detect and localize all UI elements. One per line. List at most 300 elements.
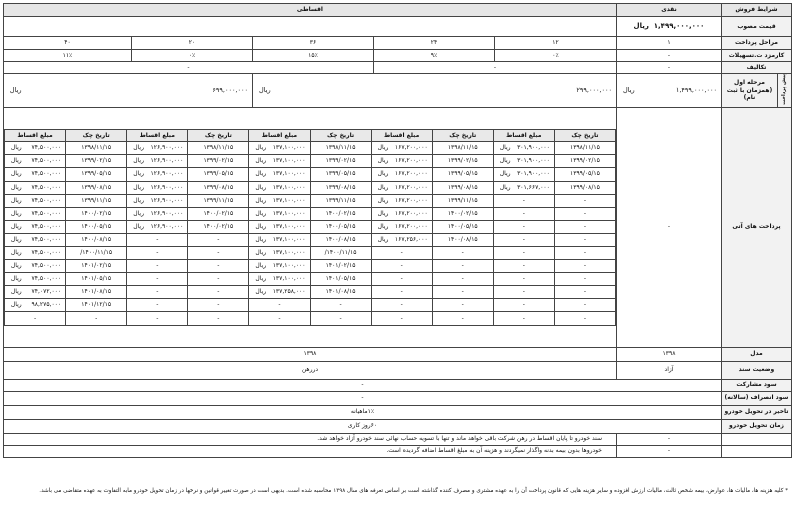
notes-blank-a [721,433,791,445]
cheque-date-cell: ۱۳۹۹/۰۸/۱۵ [188,181,249,194]
installment-amount-cell [4,286,65,299]
installment-amount-cell [249,207,310,220]
installment-amount: ۷۴,۵۰۰,۰۰۰ [31,196,62,204]
plan-24-fee: ۹٪ [373,50,494,62]
installment-currency: ریال [377,196,389,204]
installment-amount-cell: - [493,247,554,260]
installment-amount-cell: - [127,286,188,299]
installment-currency: ریال [377,222,389,230]
cheque-date-heading: تاریخ چک [310,130,371,142]
installment-amount-cell: - [4,312,65,325]
installment-amount: ۱۳۷,۲۵۸,۰۰۰ [272,288,306,296]
installment-currency: ریال [255,235,267,243]
cheque-date-cell: ۱۳۹۹/۰۲/۱۵ [554,155,615,168]
installment-amount-cell [249,155,310,168]
schedule-row [4,312,615,325]
cheque-date-cell: - [432,299,493,312]
installment-currency: ریال [133,144,144,152]
payment-stages-cash: ۱ [616,37,721,50]
cheque-date-cell: - [310,299,371,312]
installment-amount-cell [371,207,432,220]
installment-amount: ۱۳۷,۱۰۰,۰۰۰ [272,249,306,257]
installment-currency: ریال [133,209,144,217]
model-installment: ۱۳۹۸ [3,347,616,361]
installment-currency: ریال [255,262,267,270]
installment-amount-cell [249,142,310,155]
installment-amount-cell [4,260,65,273]
cheque-date-cell: ۱۴۰۱/۱۲/۱۵ [66,299,127,312]
installment-amount-cell [4,168,65,181]
cheque-date-cell: - [554,233,615,246]
cheque-date-cell: ۱۳۹۸/۱۱/۱۵ [310,142,371,155]
approved-price-currency: ریال [633,22,649,30]
schedule-row [4,142,615,155]
cheque-date-cell: - [554,260,615,273]
approved-price-label: قیمت مصوب [721,17,791,37]
cheque-date-cell: ۱۳۹۹/۱۱/۱۵ [310,194,371,207]
installment-currency: ریال [255,222,267,230]
installment-amount: ۷۴,۵۰۰,۰۰۰ [31,275,62,283]
cheque-date-cell: ۱۴۰۰/۱۱/۱۵/ [66,247,127,260]
plan-12-stages: ۱۲ [494,37,616,50]
installment-amount-cell: - [127,273,188,286]
cheque-date-cell: - [432,260,493,273]
cheque-date-cell: ۱۳۹۹/۰۸/۱۵ [310,181,371,194]
installment-currency: ریال [133,183,144,191]
first-stage-right-currency: ریال [9,86,22,95]
installment-amount: ۱۲۶,۹۰۰,۰۰۰ [150,222,184,230]
first-stage-plans-a [252,74,616,108]
schedule-row [4,273,615,286]
installment-amount-cell: - [127,312,188,325]
first-stage-mid-currency: ریال [258,86,271,95]
installment-amount-cell [493,181,554,194]
installment-amount-cell [127,181,188,194]
installment-currency: ریال [10,222,22,230]
cheque-date-cell: ۱۳۹۹/۰۵/۱۵ [66,168,127,181]
approved-price-installment [3,17,616,37]
installment-amount: ۱۳۷,۱۰۰,۰۰۰ [272,275,306,283]
cheque-date-cell: - [554,247,615,260]
delivery-delay-value: ۱٪ماهیانه [3,405,721,419]
withdrawal-profit-value: - [3,391,721,405]
installment-amount: ۱۶۷,۲۰۰,۰۰۰ [394,209,428,217]
installment-amount: ۷۴,۵۰۰,۰۰۰ [31,222,62,230]
installment-amount-cell [127,194,188,207]
schedule-row [4,299,615,312]
installment-currency: ریال [255,209,267,217]
installment-currency: ریال [10,209,22,217]
installment-amount: ۱۳۷,۱۰۰,۰۰۰ [272,209,306,217]
installment-amount-cell [127,155,188,168]
installment-amount-cell [249,273,310,286]
cheque-date-cell: - [188,247,249,260]
schedule-row [4,207,615,220]
approved-price-amount: ۱,۴۹۹,۰۰۰,۰۰۰ [653,22,705,30]
document-status-installment: دررهن [3,361,616,379]
installment-amount: ۱۶۷,۲۰۰,۰۰۰ [394,183,428,191]
cheque-date-cell: ۱۳۹۹/۰۸/۱۵ [554,181,615,194]
plan-12-fee: ۰٪ [494,50,616,62]
facility-fee-cash: - [616,50,721,62]
installment-amount-cell: - [493,207,554,220]
cheque-date-cell: ۱۴۰۰/۱۱/۱۵/ [310,247,371,260]
cheque-date-cell: - [432,273,493,286]
installment-amount: ۷۴,۵۰۰,۰۰۰ [31,183,62,191]
installment-amount-cell [4,155,65,168]
schedule-row [4,194,615,207]
footer-note: * کلیه هزینه ها، مالیات ها، عوارض، بیمه شخص ثالث، مالیات ارزش افزوده و سایر هزینه هایی که قانون پرداخت آن را به عهده مشتری و مصرف کننده گذاشته است بر اساس تعرفه های سال ۱۳۹۸ محاسبه شده است. بدیهی است در صورت تغییر قوانین و نرخها در زمان تحویل خودرو مابه التفاوت به عهده متقاضی می باشد. [39,488,788,494]
plan-20-fee: ۰٪ [131,50,252,62]
mortgage-note: سند خودرو تا پایان اقساط در رهن شرکت باقی خواهد ماند و تنها با تسویه حساب نهائی سند خودرو آزاد خواهد شد. [3,433,616,445]
installment-currency: ریال [10,157,22,165]
cheque-date-cell: ۱۳۹۸/۱۱/۱۵ [188,142,249,155]
cheque-date-cell: ۱۳۹۹/۰۸/۱۵ [66,181,127,194]
delivery-time-value: ۶۰روز کاری [3,419,721,433]
cheque-date-cell: ۱۳۹۹/۰۲/۱۵ [188,155,249,168]
installment-amount: ۱۲۶,۹۰۰,۰۰۰ [150,183,184,191]
sales-terms-heading: شرایط فروش [721,4,791,17]
cheque-date-cell: ۱۳۹۹/۰۸/۱۵ [432,181,493,194]
sales-terms-table [3,3,792,458]
installment-currency: ریال [499,170,511,178]
cheque-date-cell: - [554,273,615,286]
installment-amount-cell [371,181,432,194]
installment-amount: ۷۴,۵۰۰,۰۰۰ [31,262,62,270]
installment-amount-cell: - [127,233,188,246]
installment-amount: ۱۲۶,۹۰۰,۰۰۰ [150,209,184,217]
installment-amount-heading: مبلغ اقساط [493,130,554,142]
installment-amount: ۱۳۷,۱۰۰,۰۰۰ [272,170,306,178]
installment-amount-cell: - [493,299,554,312]
cheque-date-cell: ۱۳۹۹/۱۱/۱۵ [188,194,249,207]
first-stage-plans-b [3,74,252,108]
installment-amount-cell: - [493,312,554,325]
installment-amount-cell: - [127,260,188,273]
model-cash: ۱۳۹۸ [616,347,721,361]
cheque-date-cell: - [188,299,249,312]
installment-amount-cell [371,142,432,155]
approved-price-value [616,17,721,37]
cheque-date-cell: - [66,312,127,325]
cheque-date-cell: ۱۳۹۹/۱۱/۱۵ [66,194,127,207]
schedule-row [4,233,615,246]
installment-amount: ۹۸,۲۷۵,۰۰۰ [31,301,62,309]
installment-currency: ریال [377,157,389,165]
notes-blank-b [721,445,791,457]
schedule-row [4,286,615,299]
installment-amount: ۱۳۷,۱۰۰,۰۰۰ [272,183,306,191]
installment-amount: ۷۴,۵۰۰,۰۰۰ [31,170,62,178]
plan-40-stages: ۴۰ [3,37,131,50]
installment-amount-cell [249,194,310,207]
installment-amount: ۱۳۷,۱۰۰,۰۰۰ [272,262,306,270]
first-stage-cash-currency: ریال [622,86,635,95]
installment-amount: ۷۴,۵۰۰,۰۰۰ [31,144,62,152]
installment-amount-cell: - [371,286,432,299]
schedule-row [4,247,615,260]
cheque-date-cell: ۱۳۹۹/۰۵/۱۵ [554,168,615,181]
cheque-date-cell: - [188,233,249,246]
cheque-date-cell: ۱۴۰۰/۰۲/۱۵ [310,207,371,220]
installment-amount-cell: - [371,247,432,260]
installment-amount-cell [249,233,310,246]
delivery-time-label: زمان تحویل خودرو [721,419,791,433]
installment-currency: ریال [10,196,22,204]
installment-currency: ریال [255,144,267,152]
plan-36-stages: ۳۶ [252,37,373,50]
installment-amount-cell [249,220,310,233]
installment-amount-cell: - [493,233,554,246]
cheque-date-cell: ۱۴۰۰/۰۵/۱۵ [310,220,371,233]
cheque-date-cell: ۱۴۰۰/۰۵/۱۵ [66,220,127,233]
plan-40-fee: ۱۱٪ [3,50,131,62]
cheque-date-cell: ۱۳۹۹/۰۵/۱۵ [310,168,371,181]
cheque-date-cell: - [554,194,615,207]
installment-amount-cell [249,247,310,260]
plan-36-fee: ۱۵٪ [252,50,373,62]
first-stage-cash-amount: ۱,۴۹۹,۰۰۰,۰۰۰ [675,86,717,95]
obligations-cash: - [616,62,721,74]
installment-schedule-grid [4,129,616,325]
payment-stages-label: مراحل پرداخت [721,37,791,50]
installment-amount-cell [493,155,554,168]
installment-currency: ریال [255,157,267,165]
schedule-row [4,155,615,168]
cheque-date-cell: ۱۴۰۰/۰۸/۱۵ [66,233,127,246]
installment-amount: ۱۳۷,۱۰۰,۰۰۰ [272,157,306,165]
first-stage-mid-amount: ۲۹۹,۰۰۰,۰۰۰ [576,86,612,95]
delivery-delay-label: تاخیر در تحویل خودرو [721,405,791,419]
first-stage-cash [616,74,721,108]
installment-currency: ریال [133,196,144,204]
installment-amount: ۷۴,۵۰۰,۰۰۰ [31,235,62,243]
installment-currency: ریال [255,183,267,191]
installment-currency: ریال [10,275,22,283]
installment-amount: ۱۲۶,۹۰۰,۰۰۰ [150,144,184,152]
cheque-date-heading: تاریخ چک [66,130,127,142]
installment-amount: ۳۰۱,۹۰۰,۰۰۰ [517,170,550,178]
cheque-date-cell: - [432,247,493,260]
installment-currency: ریال [499,183,511,191]
installment-currency: ریال [499,157,511,165]
installment-amount-cell [4,220,65,233]
installment-amount: ۱۳۷,۱۰۰,۰۰۰ [272,196,306,204]
cheque-date-cell: ۱۳۹۹/۰۵/۱۵ [188,168,249,181]
installment-currency: ریال [377,170,389,178]
cheque-date-cell: ۱۳۹۸/۱۱/۱۵ [554,142,615,155]
cheque-date-cell: ۱۳۹۹/۰۲/۱۵ [66,155,127,168]
schedule-row [4,260,615,273]
installment-amount-cell [4,273,65,286]
document-status-cash: آزاد [616,361,721,379]
installment-currency: ریال [133,170,144,178]
installment-currency: ریال [10,301,22,309]
installment-amount-cell [249,260,310,273]
installment-amount: ۳۰۱,۹۰۰,۰۰۰ [517,144,550,152]
first-stage-label: مرحله اول (همزمان با ثبت نام) [721,74,777,108]
cheque-date-cell: - [554,312,615,325]
installment-amount: ۳۰۱,۹۰۰,۰۰۰ [517,157,550,165]
installment-amount-cell [371,194,432,207]
sales-terms-sheet [4,3,792,458]
installment-amount-cell: - [371,273,432,286]
installment-amount-cell [4,207,65,220]
obligations-value-a: - [373,62,616,74]
schedule-row [4,168,615,181]
installment-currency: ریال [133,157,144,165]
installment-amount-cell: - [249,299,310,312]
cheque-date-cell: - [188,273,249,286]
installment-amount: ۳۰۱,۶۶۷,۰۰۰ [517,183,550,191]
notes-dash-a: - [616,433,721,445]
cash-heading: نقدی [616,4,721,17]
installment-amount-cell [4,181,65,194]
installment-amount-cell: - [249,312,310,325]
cheque-date-cell: - [554,220,615,233]
cheque-date-cell: - [554,286,615,299]
installment-schedule [3,107,616,347]
installment-amount: ۱۲۶,۹۰۰,۰۰۰ [150,170,184,178]
installment-currency: ریال [377,235,389,243]
cheque-date-cell: ۱۳۹۹/۰۲/۱۵ [310,155,371,168]
schedule-header-row [4,130,615,142]
installment-amount-cell [4,299,65,312]
installment-currency: ریال [499,144,511,152]
installment-currency: ریال [133,222,144,230]
installment-amount: ۱۳۷,۱۰۰,۰۰۰ [272,144,306,152]
cheque-date-cell: ۱۴۰۱/۰۵/۱۵ [66,273,127,286]
cheque-date-cell: - [188,286,249,299]
installment-amount-cell [493,142,554,155]
notes-dash-b: - [616,445,721,457]
installment-amount: ۷۴,۰۷۲,۰۰۰ [31,288,62,296]
future-payments-cash: - [616,107,721,347]
installment-currency: ریال [377,183,389,191]
installment-currency: ریال [10,170,22,178]
installment-heading: اقساطی [3,4,616,17]
cheque-date-cell: ۱۴۰۰/۰۲/۱۵ [188,207,249,220]
installment-amount-heading: مبلغ اقساط [371,130,432,142]
installment-amount-cell [371,220,432,233]
installment-currency: ریال [10,183,22,191]
cheque-date-cell: ۱۴۰۱/۰۵/۱۵ [310,273,371,286]
installment-amount: ۷۴,۵۰۰,۰۰۰ [31,249,62,257]
installment-amount-cell [371,168,432,181]
installment-currency: ریال [10,288,22,296]
cheque-date-cell: ۱۴۰۰/۰۵/۱۵ [432,220,493,233]
installment-amount-cell: - [371,299,432,312]
first-stage-right-amount: ۶۹۹,۰۰۰,۰۰۰ [212,86,248,95]
installment-amount-cell [4,247,65,260]
installment-amount-cell [249,181,310,194]
withdrawal-profit-label: سود انصراف (سالانه) [721,391,791,405]
cheque-date-cell: ۱۳۹۹/۰۵/۱۵ [432,168,493,181]
cheque-date-cell: ۱۴۰۱/۰۸/۱۵ [310,286,371,299]
installment-currency: ریال [255,196,267,204]
partnership-profit-value: - [3,379,721,391]
cheque-date-cell: - [554,299,615,312]
installment-amount: ۱۶۷,۲۰۰,۰۰۰ [394,222,428,230]
installment-amount-cell: - [371,260,432,273]
future-payments-label: پرداخت های آتی [721,107,791,347]
obligations-value-b: - [3,62,373,74]
installment-amount-cell [371,155,432,168]
installment-amount: ۱۲۶,۹۰۰,۰۰۰ [150,196,184,204]
installment-amount-cell: - [493,273,554,286]
installment-amount: ۱۶۷,۲۵۶,۰۰۰ [394,235,428,243]
plan-24-stages: ۲۴ [373,37,494,50]
cheque-date-cell: ۱۳۹۸/۱۱/۱۵ [432,142,493,155]
installment-amount: ۱۶۷,۲۰۰,۰۰۰ [394,170,428,178]
installment-amount: ۱۳۷,۱۰۰,۰۰۰ [272,235,306,243]
installment-amount: ۱۶۷,۲۰۰,۰۰۰ [394,157,428,165]
cheque-date-heading: تاریخ چک [554,130,615,142]
installment-amount-cell [4,233,65,246]
installment-amount-cell: - [493,260,554,273]
plan-20-stages: ۲۰ [131,37,252,50]
installment-currency: ریال [10,235,22,243]
installment-currency: ریال [10,262,22,270]
installment-currency: ریال [377,209,389,217]
installment-amount: ۱۲۶,۹۰۰,۰۰۰ [150,157,184,165]
cheque-date-cell: ۱۴۰۰/۰۲/۱۵ [432,207,493,220]
obligations-label: تکالیف [721,62,791,74]
cheque-date-cell: ۱۳۹۹/۰۲/۱۵ [432,155,493,168]
installment-amount-cell [127,142,188,155]
prepayment-side-label: پیش پرداخت [778,74,792,108]
installment-amount-cell [249,286,310,299]
model-label: مدل [721,347,791,361]
installment-currency: ریال [377,144,389,152]
installment-currency: ریال [255,170,267,178]
cheque-date-cell: ۱۴۰۰/۰۲/۱۵ [188,220,249,233]
cheque-date-cell: ۱۴۰۱/۰۲/۱۵ [310,260,371,273]
cheque-date-cell: - [310,312,371,325]
cheque-date-cell: ۱۴۰۰/۰۸/۱۵ [432,233,493,246]
installment-currency: ریال [255,288,267,296]
facility-fee-label: کارمزد ت.تسهیلات [721,50,791,62]
cheque-date-cell: ۱۴۰۰/۰۲/۱۵ [66,207,127,220]
installment-currency: ریال [10,144,22,152]
installment-amount-cell [371,233,432,246]
installment-amount-cell: - [127,247,188,260]
cheque-date-cell: ۱۳۹۹/۱۱/۱۵ [432,194,493,207]
installment-amount-cell [4,194,65,207]
cheque-date-heading: تاریخ چک [188,130,249,142]
cheque-date-cell: - [188,260,249,273]
installment-amount-cell: - [371,312,432,325]
schedule-row [4,220,615,233]
cheque-date-cell: ۱۳۹۸/۱۱/۱۵ [66,142,127,155]
installment-amount: ۷۴,۵۰۰,۰۰۰ [31,157,62,165]
insurance-note: خودروها بدون بیمه بدنه واگذار نمیگردند و هزینه آن به مبلغ اقساط اضافه گردیده است. [3,445,616,457]
partnership-profit-label: سود مشارکت [721,379,791,391]
installment-amount-cell [127,168,188,181]
installment-amount: ۱۶۷,۲۰۰,۰۰۰ [394,144,428,152]
installment-amount-cell [4,142,65,155]
cheque-date-cell: - [432,286,493,299]
installment-amount-cell: - [493,286,554,299]
installment-currency: ریال [10,249,22,257]
cheque-date-cell: ۱۴۰۰/۰۸/۱۵ [310,233,371,246]
installment-amount-heading: مبلغ اقساط [249,130,310,142]
installment-amount-cell: - [493,194,554,207]
installment-amount-cell [249,168,310,181]
installment-currency: ریال [255,275,267,283]
cheque-date-cell: ۱۴۰۱/۰۸/۱۵ [66,286,127,299]
installment-amount-cell [127,220,188,233]
